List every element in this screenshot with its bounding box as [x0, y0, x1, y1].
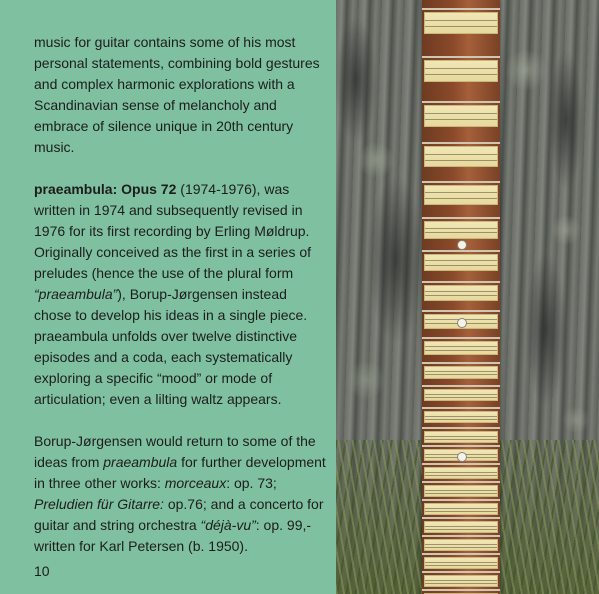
paragraph-intro: [34, 32, 328, 158]
paragraph-praeambula-text-1: (1974-1976), was written in 1974 and subsequently revised in 1976 for its first recording by Erling Møldrup. Originally conceived as the first in a series of preludes (hence the use of the plural form: [34, 181, 312, 281]
fret-wire: [422, 517, 500, 519]
fret-wire: [422, 553, 500, 555]
fret-wire: [422, 535, 500, 537]
fret-wire: [422, 250, 500, 252]
fret-wire: [422, 181, 500, 183]
fret-wire: [422, 310, 500, 312]
notation-strip: [424, 485, 498, 497]
page-number: 10: [34, 563, 50, 579]
notation-strip: [424, 557, 498, 569]
notation-strip: [424, 503, 498, 515]
guitar-fretboard-photo: [336, 0, 599, 594]
fret-wire: [422, 281, 500, 283]
notation-strip: [424, 285, 498, 301]
notation-strip: [424, 12, 498, 34]
notation-strip: [424, 254, 498, 271]
fret-wire: [422, 427, 500, 429]
fret-wire: [422, 499, 500, 501]
notation-strip: [424, 146, 498, 167]
paragraph-later-works-text-1: Borup-Jørgensen would return to some of the ideas from: [34, 433, 316, 470]
notation-strip: [424, 539, 498, 551]
paragraph-intro-text: music for guitar contains some of his most personal statements, combining bold gestures and complex harmonic explorations with a Scandinavian sense of melancholy and embrace of silence unique in 20th century music.: [34, 34, 320, 155]
paragraph-praeambula: [34, 179, 328, 410]
fret-marker-dot: [457, 318, 467, 328]
fret-wire: [422, 385, 500, 387]
paragraph-later-works-italic-1: praeambula: [103, 454, 178, 470]
notation-strip: [424, 341, 498, 355]
paragraph-later-works: [34, 431, 328, 557]
paragraph-later-works-text-2: for further development in three other works:: [34, 454, 326, 491]
fret-wire: [422, 337, 500, 339]
fret-wire: [422, 101, 500, 103]
fret-marker-dot: [457, 240, 467, 250]
paragraph-later-works-text-4: op.76; and a concerto for guitar and string orchestra: [34, 496, 324, 533]
fret-wire: [422, 571, 500, 573]
notation-strip: [424, 389, 498, 401]
fret-wire: [422, 56, 500, 58]
paragraph-later-works-italic-4: “déjà-vu”: [200, 517, 256, 533]
fret-wire: [422, 589, 500, 591]
fret-wire: [422, 362, 500, 364]
fret-wire: [422, 8, 500, 10]
notation-strip: [424, 575, 498, 587]
notation-strip: [424, 431, 498, 443]
notation-strip: [424, 105, 498, 127]
paragraph-later-works-text-3: : op. 73;: [226, 475, 277, 491]
fret-wire: [422, 407, 500, 409]
notation-strip: [424, 521, 498, 533]
notation-strip: [424, 221, 498, 239]
fret-marker-dot: [457, 452, 467, 462]
paragraph-praeambula-text-2: ), Borup-Jørgensen instead chose to develop his ideas in a single piece. praeambula unfolds over twelve distinctive episodes and a coda, each systematically exploring a specific “mood” or mode of articulation; even a lilting waltz appears.: [34, 286, 308, 407]
notation-strip: [424, 467, 498, 479]
paragraph-later-works-text-5: : op. 99,- written for Karl Petersen (b. 1950).: [34, 517, 312, 554]
fret-wire: [422, 142, 500, 144]
paragraph-praeambula-italic-1: “praeambula”: [34, 286, 118, 302]
fretboard: [422, 0, 500, 594]
paragraph-later-works-italic-2: morceaux: [164, 475, 227, 491]
notation-strip: [424, 185, 498, 205]
work-title: praeambula: Opus 72: [34, 181, 177, 197]
notation-strip: [424, 60, 498, 82]
body-text: [34, 32, 328, 578]
fret-wire: [422, 445, 500, 447]
notation-strip: [424, 366, 498, 379]
fret-wire: [422, 463, 500, 465]
notation-strip: [424, 411, 498, 423]
fret-wire: [422, 481, 500, 483]
paragraph-later-works-italic-3: Preludien für Gitarre:: [34, 496, 164, 512]
fret-wire: [422, 217, 500, 219]
